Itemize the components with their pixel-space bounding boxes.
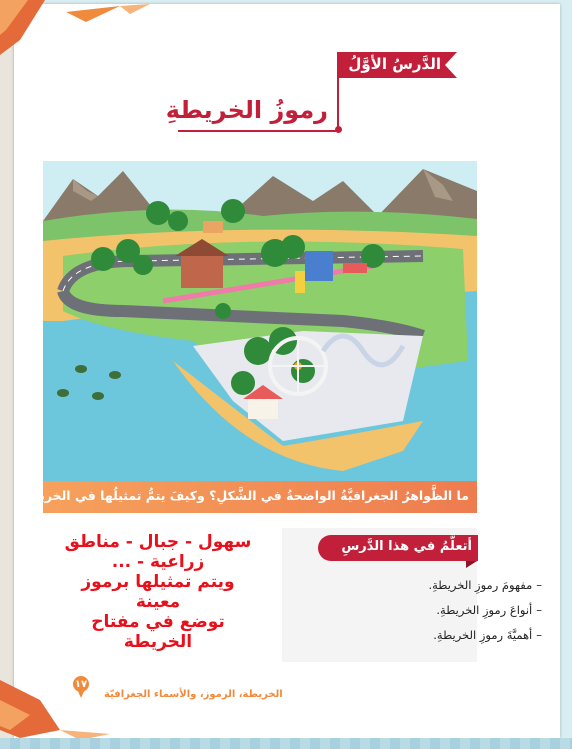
learn-item: –أهميَّةَ رموزِ الخريطةِ.: [433, 628, 542, 642]
answer-line-4: توضع في مفتاح الخريطة: [91, 612, 225, 652]
learn-title-tab: [318, 535, 478, 561]
question-bar: [13, 481, 477, 513]
answer-text: [58, 532, 258, 652]
answer-line-3: ويتم تمثيلها برموز معينة: [81, 572, 235, 612]
learn-item: –مفهومَ رموزِ الخريطةِ.: [428, 578, 542, 592]
bottom-strip: [0, 738, 572, 749]
learn-tab-fold: [466, 561, 477, 568]
answer-line-2: زراعية - ...: [111, 552, 205, 572]
question-text: ما الظَّواهرُ الجغرافيَّةُ الواضحةُ في الشَّكلِ؟ وكيفَ يتمُّ تمثيلُها في الخريطةِ؟: [13, 488, 469, 503]
page-number: ١٧: [74, 679, 88, 690]
footer-chapter-title: الخريطة، الرموز، والأسماء الجغرافيّة: [104, 689, 283, 700]
lesson-title: رموزُ الخريطةِ: [165, 96, 328, 124]
answer-line-1: سهول - جبال - مناطق: [64, 532, 252, 552]
learn-title: أتعلَّمُ في هذا الدَّرسِ: [341, 539, 472, 554]
coastal-park-illustration: [43, 161, 477, 481]
learn-list: [428, 578, 542, 653]
lesson-banner: [337, 52, 457, 78]
lesson-label: الدَّرسُ الأوَّلُ: [348, 55, 441, 73]
lesson-title-box: [165, 92, 338, 132]
learn-item: –أنواعَ رموزِ الخريطةِ.: [436, 603, 542, 617]
